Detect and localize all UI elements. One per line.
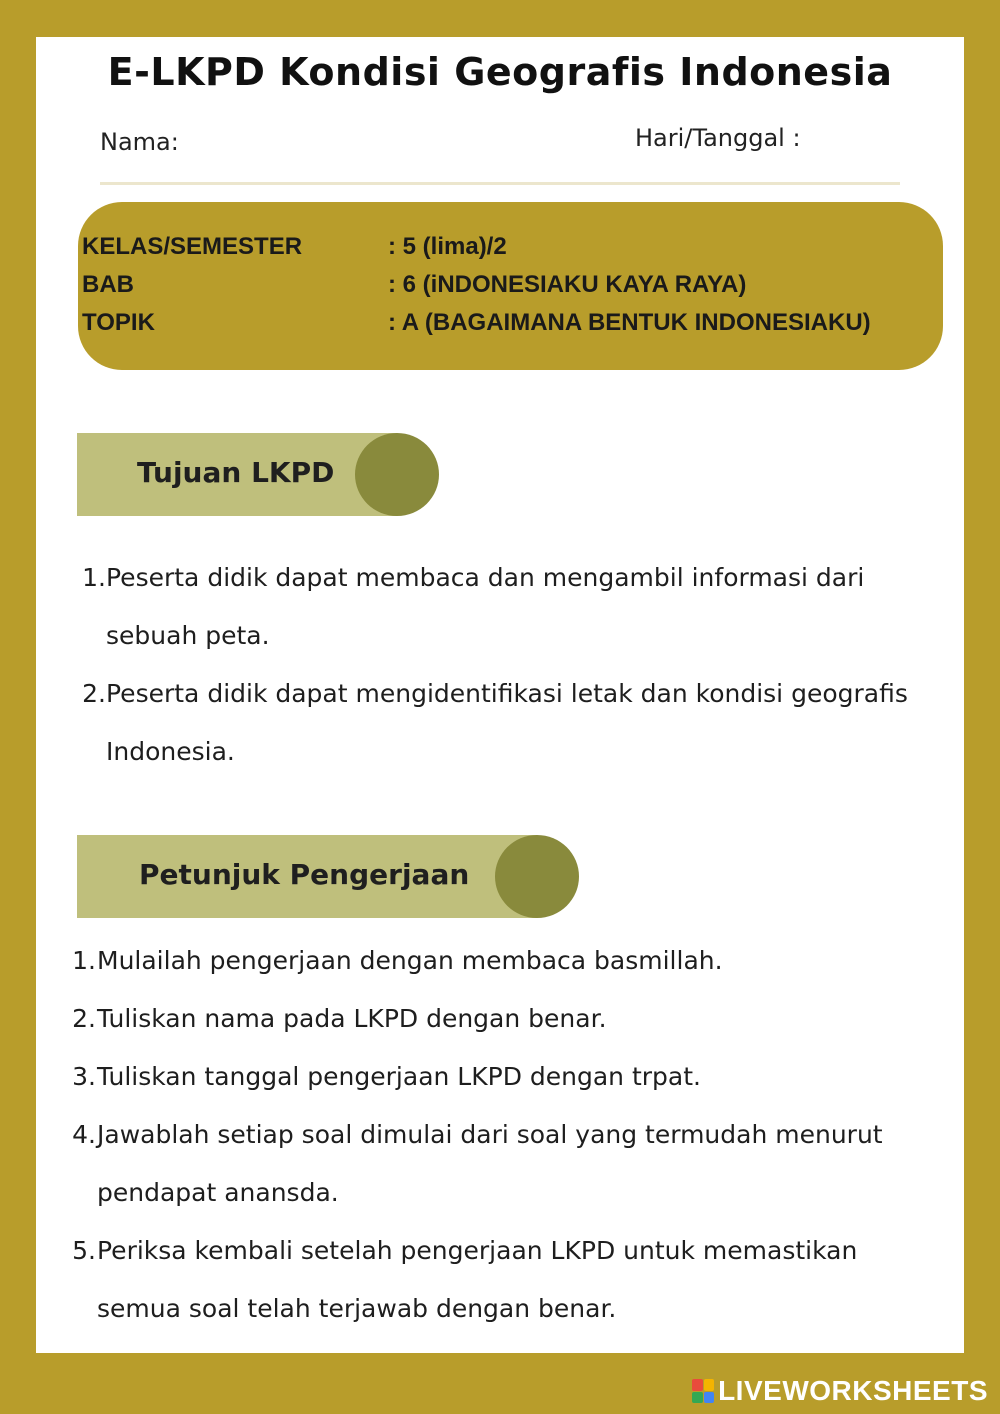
list-number: 1. [82,563,106,592]
list-number: 2. [72,1004,96,1033]
class-info-box [78,202,943,370]
tujuan-list [80,549,940,781]
list-item [70,1048,930,1106]
list-number: 4. [72,1120,96,1149]
info-value: : A (BAGAIMANA BENTUK INDONESIAKU) [388,309,871,336]
header-divider [100,182,900,185]
page-title: E-LKPD Kondisi Geografis Indonesia [107,50,893,94]
list-item [70,1106,930,1222]
list-item [70,990,930,1048]
list-item [70,932,930,990]
list-item [70,1222,930,1338]
list-text: Tuliskan nama pada LKPD dengan benar. [97,1004,607,1033]
section-heading: Petunjuk Pengerjaan [139,858,470,891]
list-number: 2. [82,679,106,708]
list-number: 1. [72,946,96,975]
section-circle-decoration [355,433,439,516]
list-item [80,549,940,665]
list-text: Tuliskan tanggal pengerjaan LKPD dengan trpat. [97,1062,701,1091]
list-text: Jawablah setiap soal dimulai dari soal yang termudah menurut pendapat anansda. [97,1120,883,1207]
list-text: Peserta didik dapat membaca dan mengambil informasi dari sebuah peta. [106,563,865,650]
list-number: 5. [72,1236,96,1265]
date-field-label: Hari/Tanggal : [635,124,801,152]
list-item [80,665,940,781]
list-text: Mulailah pengerjaan dengan membaca basmillah. [97,946,723,975]
petunjuk-list [70,932,930,1338]
info-value: : 5 (lima)/2 [388,233,507,260]
info-key: BAB [82,271,134,298]
name-field-label: Nama: [100,128,179,156]
liveworksheets-logo-icon [692,1379,714,1403]
section-circle-decoration [495,835,579,918]
info-key: TOPIK [82,309,155,336]
petunjuk-section-header [77,835,579,918]
list-text: Peserta didik dapat mengidentifikasi letak dan kondisi geografis Indonesia. [106,679,908,766]
section-heading: Tujuan LKPD [137,456,335,489]
list-text: Periksa kembali setelah pengerjaan LKPD untuk memastikan semua soal telah terjawab dengan benar. [97,1236,858,1323]
liveworksheets-footer[interactable] [692,1374,988,1408]
brand-name: LIVEWORKSHEETS [718,1375,988,1406]
tujuan-section-header [77,433,439,516]
list-number: 3. [72,1062,96,1091]
info-value: : 6 (iNDONESIAKU KAYA RAYA) [388,271,747,298]
info-key: KELAS/SEMESTER [82,233,303,260]
